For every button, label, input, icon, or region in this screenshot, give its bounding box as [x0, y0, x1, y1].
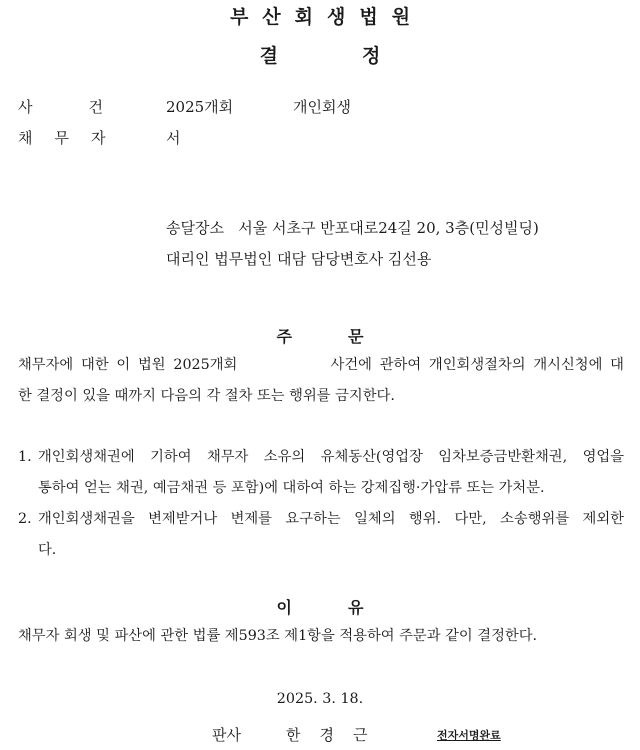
order-item-number: 2. — [18, 511, 32, 527]
order-item-line1: 개인회생채권에 기하여 채무자 소유의 유체동산(영업장 임차보증금반환채권, 영업을 — [38, 449, 624, 465]
judge-name: 한경근 — [286, 726, 387, 744]
case-number: 2025개회 — [166, 98, 234, 116]
debtor-name: 서 — [166, 129, 181, 147]
court-name: 부산회생법원 — [229, 6, 425, 28]
order-item-line1: 개인회생채권을 변제받거나 변제를 요구하는 일체의 행위. 다만, 소송행위를 제외한 — [38, 511, 624, 527]
order-item-1 — [18, 442, 624, 504]
order-item-line2: 다. — [38, 542, 57, 558]
order-intro-line2: 한 결정이 있을 때까지 다음의 각 절차 또는 행위를 금지한다. — [18, 388, 395, 404]
debtor-label: 채무자 — [18, 129, 128, 147]
order-heading: 주문 — [276, 327, 420, 346]
decision-date: 2025. 3. 18. — [276, 691, 364, 707]
document-type: 결정 — [259, 45, 465, 67]
case-type: 개인회생 — [293, 98, 351, 116]
order-item-number: 1. — [18, 449, 32, 465]
order-intro-line1: 채무자에 대한 이 법원 2025개회 사건에 관하여 개인회생절차의 개시신청에 대 — [18, 357, 624, 373]
agent: 대리인 법무법인 대담 담당변호사 김선용 — [166, 250, 432, 268]
order-intro — [18, 350, 624, 412]
service-address: 송달장소 서울 서초구 반포대로24길 20, 3층(민성빌딩) — [166, 219, 539, 237]
order-item-line2: 통하여 얻는 채권, 예금채권 등 포함)에 대하여 하는 강제집행·가압류 또는 가처분. — [38, 480, 545, 496]
case-label: 사건 — [18, 98, 159, 116]
reason-heading: 이유 — [276, 598, 420, 617]
judge-title: 판사 — [212, 726, 241, 744]
e-signature-stamp: 전자서명완료 — [437, 729, 501, 742]
reason-text: 채무자 회생 및 파산에 관한 법률 제593조 제1항을 적용하여 주문과 같이 결정한다. — [18, 628, 538, 644]
order-item-2 — [18, 504, 624, 566]
